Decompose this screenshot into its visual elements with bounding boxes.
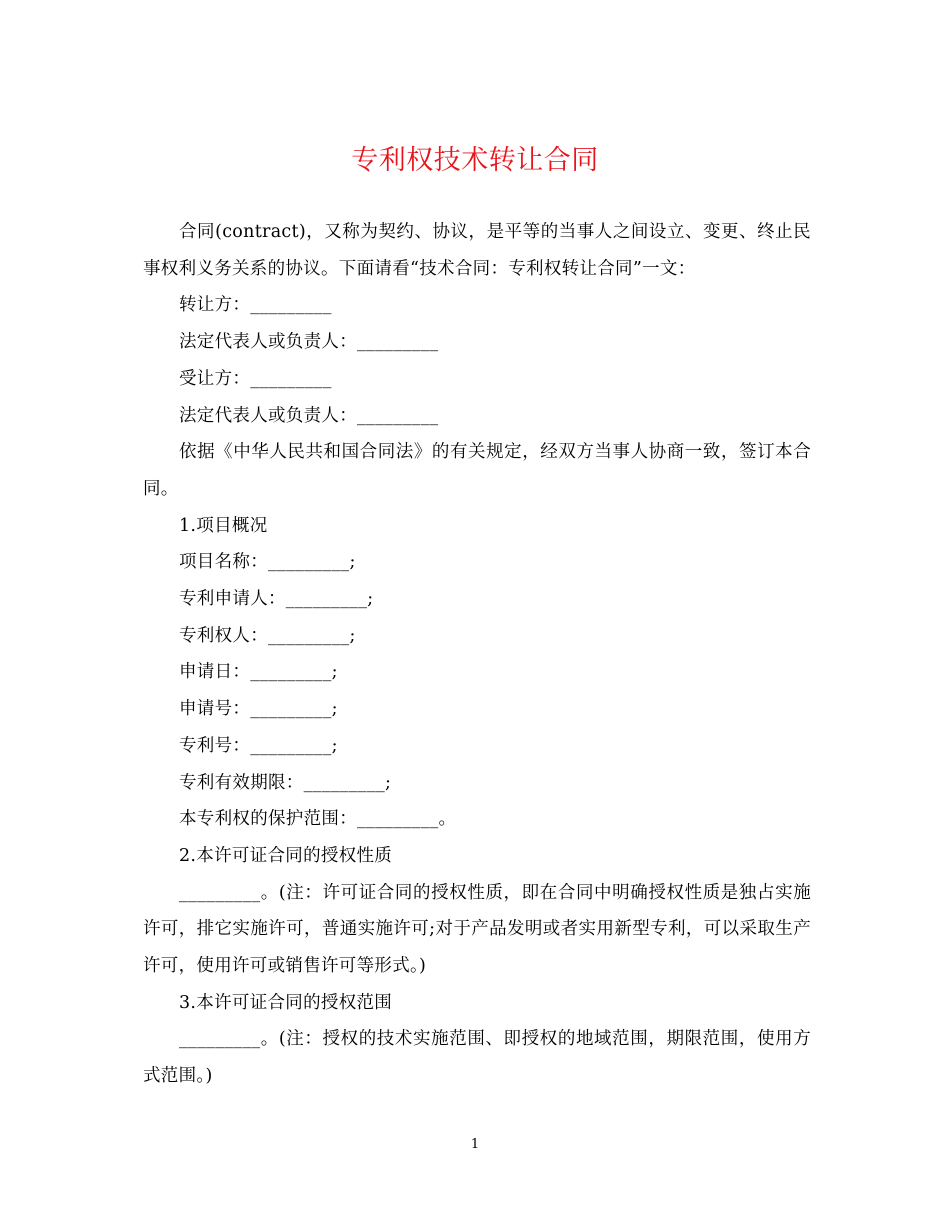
- transferee-representative-line: 法定代表人或负责人：_________: [179, 405, 439, 426]
- document-title: 专利权技术转让合同: [351, 145, 599, 176]
- patentee-line: 专利权人：_________;: [179, 625, 356, 646]
- transferor-line: 转让方：_________: [179, 295, 332, 316]
- section-heading-project-overview: 1.项目概况: [179, 515, 268, 536]
- section-heading-authorization-scope: 3.本许可证合同的授权范围: [179, 992, 393, 1013]
- section-heading-authorization-nature: 2.本许可证合同的授权性质: [179, 845, 393, 866]
- project-name-line: 项目名称：_________;: [179, 552, 356, 573]
- patent-number-line: 专利号：_________;: [179, 735, 338, 756]
- authorization-nature-paragraph: _________。(注：许可证合同的授权性质，即在合同中明确授权性质是独占实施许可，排它实施许可，普通实施许可;对于产品发明或者实用新型专利，可以采取生产许可，使用许可或销售许可等形式。): [143, 882, 811, 977]
- application-number-line: 申请号：_________;: [179, 699, 338, 720]
- basis-paragraph: 依据《中华人民共和国合同法》的有关规定，经双方当事人协商一致，签订本合同。: [143, 442, 811, 499]
- page-number: 1: [470, 1137, 480, 1152]
- authorization-scope-paragraph: _________。(注：授权的技术实施范围、即授权的地域范围，期限范围，使用方式范围。): [143, 1029, 811, 1087]
- patent-validity-line: 专利有效期限：_________;: [179, 772, 392, 793]
- document-body: [143, 214, 811, 1095]
- intro-paragraph: 合同(contract)，又称为契约、协议，是平等的当事人之间设立、变更、终止民事权利义务关系的协议。下面请看“技术合同：专利权转让合同”一文：: [143, 222, 811, 279]
- transferee-line: 受让方：_________: [179, 368, 332, 389]
- protection-scope-line: 本专利权的保护范围：_________。: [179, 809, 457, 830]
- application-date-line: 申请日：_________;: [179, 662, 338, 683]
- patent-applicant-line: 专利申请人：_________;: [179, 589, 374, 610]
- transferor-representative-line: 法定代表人或负责人：_________: [179, 332, 439, 353]
